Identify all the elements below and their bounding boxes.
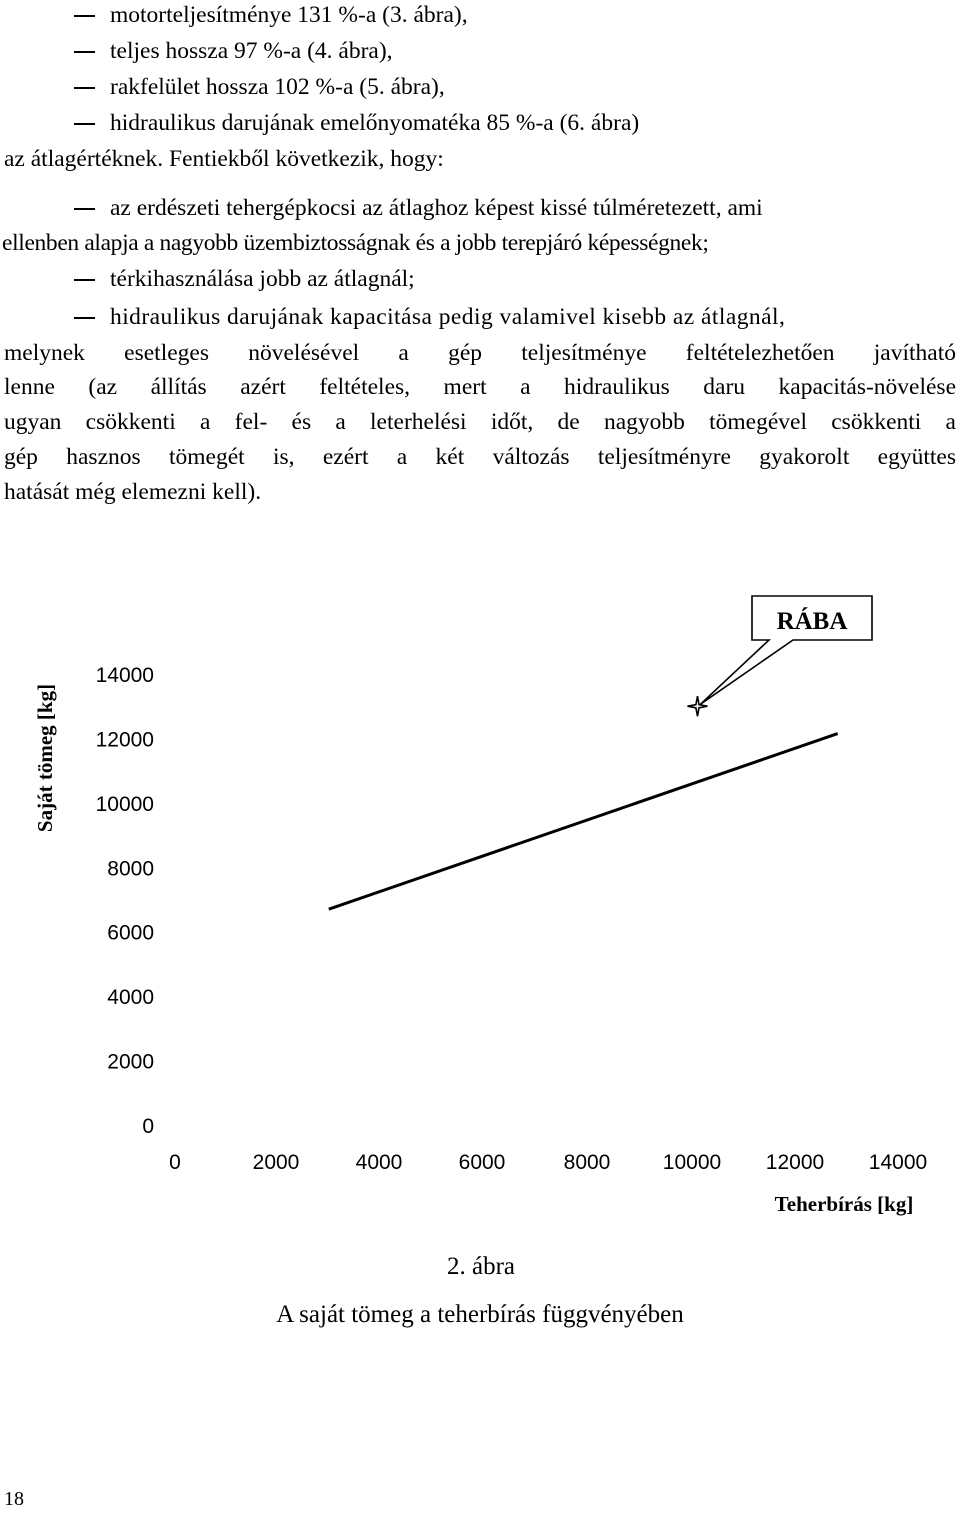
x-tick-label: 12000 xyxy=(765,1151,825,1174)
y-tick-label: 12000 xyxy=(95,728,154,752)
raba-point-marker xyxy=(688,696,708,716)
bullet-item: hidraulikus darujának emelőnyomatéka 85 %-a (6. ábra) xyxy=(110,110,640,136)
bullet-item: teljes hossza 97 %-a (4. ábra), xyxy=(110,38,393,64)
x-tick-label: 8000 xyxy=(563,1151,611,1174)
y-tick-label: 0 xyxy=(142,1115,154,1138)
y-tick-label: 8000 xyxy=(107,857,154,881)
bullet-item: rakfelület hossza 102 %-a (5. ábra), xyxy=(110,74,445,100)
bullet-item: térkihasználása jobb az átlagnál; xyxy=(110,266,415,292)
y-tick-label: 6000 xyxy=(107,921,154,945)
callout-label: RÁBA xyxy=(776,608,848,635)
x-tick-label: 6000 xyxy=(458,1151,506,1174)
chart xyxy=(0,580,960,1240)
paragraph-line: hatását még elemezni kell). xyxy=(4,479,262,505)
paragraph-line: ellenben alapja a nagyobb üzembiztosságnak és a jobb terepjáró képességnek; xyxy=(2,230,709,256)
x-tick-label: 10000 xyxy=(662,1151,722,1174)
x-axis-title: Teherbírás [kg] xyxy=(774,1192,914,1216)
trend-line xyxy=(329,734,838,910)
bullet-item: az erdészeti tehergépkocsi az átlaghoz képest kissé túlméretezett, ami xyxy=(110,195,763,221)
paragraph-line: melynek esetleges növelésével a gép teljesítménye feltételezhetően javítható xyxy=(4,340,956,366)
paragraph-line: ugyan csökkenti a fel- és a leterhelési időt, de nagyobb tömegével csökkenti a xyxy=(4,409,956,435)
y-tick-label: 14000 xyxy=(95,664,154,687)
bullet-item: hidraulikus darujának kapacitása pedig valamivel kisebb az átlagnál, xyxy=(110,304,786,330)
y-tick-label: 2000 xyxy=(107,1050,154,1074)
y-tick-label: 10000 xyxy=(95,792,154,816)
page-number: 18 xyxy=(4,1488,24,1510)
paragraph-line: gép hasznos tömegét is, ezért a két változás teljesítményre gyakorolt együttes xyxy=(4,444,956,470)
x-tick-label: 14000 xyxy=(868,1151,928,1174)
bullet-item: motorteljesítménye 131 %-a (3. ábra), xyxy=(110,2,468,28)
x-tick-label: 2000 xyxy=(252,1151,300,1174)
x-tick-label: 0 xyxy=(169,1151,181,1174)
figure-caption: A saját tömeg a teherbírás függvényében xyxy=(276,1301,684,1328)
intro-line: az átlagértéknek. Fentiekből következik, hogy: xyxy=(4,146,444,172)
paragraph-line: lenne (az állítás azért feltételes, mert a hidraulikus daru kapacitás-növelése xyxy=(4,374,956,400)
figure-number: 2. ábra xyxy=(446,1253,516,1280)
y-tick-label: 4000 xyxy=(107,986,154,1010)
y-axis-title: Saját tömeg [kg] xyxy=(33,683,57,833)
x-tick-label: 4000 xyxy=(355,1151,403,1174)
